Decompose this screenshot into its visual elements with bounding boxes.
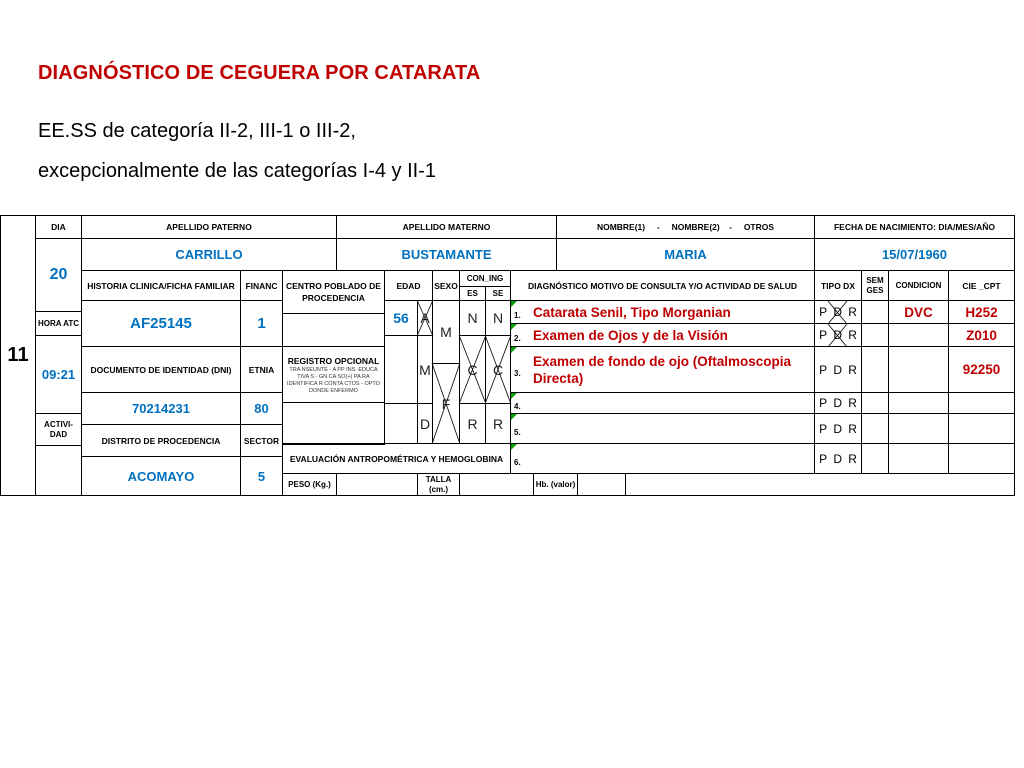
hb-header: Hb. (valor): [533, 473, 578, 496]
page-title: DIAGNÓSTICO DE CEGUERA POR CATARATA: [38, 62, 481, 84]
apellido-paterno-header: APELLIDO PATERNO: [81, 215, 337, 239]
condicion-value-3[interactable]: [888, 346, 949, 393]
row-number-cell: [0, 215, 36, 496]
sem-ges-header: SEM GES: [861, 270, 889, 301]
financ-value[interactable]: 1: [240, 300, 283, 347]
tipo-dx-pdr-1[interactable]: [814, 300, 862, 324]
sector-header: SECTOR: [240, 424, 283, 457]
apellido-materno-value[interactable]: BUSTAMANTE: [336, 238, 557, 271]
distrito-header: DISTRITO DE PROCEDENCIA: [81, 424, 241, 457]
sem-ges-value-3[interactable]: [861, 346, 889, 393]
dia-value[interactable]: 20: [35, 238, 82, 312]
dia-header: DIA: [35, 215, 82, 239]
tipo-dx-d[interactable]: D: [833, 328, 842, 342]
tipo-dx-d[interactable]: D: [833, 305, 842, 319]
edad-unit-d[interactable]: D: [417, 403, 433, 444]
sem-ges-value-6[interactable]: [861, 443, 889, 474]
tipo-dx-pdr-6[interactable]: [814, 443, 862, 474]
cie-cpt-value-1[interactable]: H252: [948, 300, 1015, 324]
es-header: ES: [459, 286, 486, 301]
subtitle-line-2: excepcionalmente de las categorías I-4 y II-1: [38, 160, 436, 182]
nombre-value[interactable]: MARIA: [556, 238, 815, 271]
green-check-marker: [511, 414, 517, 420]
diagnosis-text-1[interactable]: Catarata Senil, Tipo Morganian 1.: [510, 300, 815, 324]
financ-header: FINANC: [240, 270, 283, 301]
edad-value[interactable]: 56: [384, 300, 418, 336]
green-check-marker: [511, 324, 517, 330]
nombres-header: NOMBRE(1) - NOMBRE(2) - OTROS: [556, 215, 815, 239]
condicion-value-5[interactable]: [888, 413, 949, 444]
registro-opcional-header: REGISTRO OPCIONAL: [287, 355, 380, 366]
condicion-value-1[interactable]: DVC: [888, 300, 949, 324]
diagnosis-number: 2.: [514, 334, 521, 343]
se-value-n[interactable]: N: [485, 300, 511, 336]
sem-ges-value-1[interactable]: [861, 300, 889, 324]
tipo-dx-p[interactable]: P: [819, 328, 828, 342]
registro-opcional-value[interactable]: [282, 402, 385, 445]
tipo-dx-pdr-2[interactable]: [814, 323, 862, 347]
centro-poblado-header: CENTRO POBLADO DE PROCEDENCIA: [282, 270, 385, 314]
green-check-marker: [511, 301, 517, 307]
tipo-dx-r[interactable]: R: [848, 421, 857, 436]
tipo-dx-d[interactable]: D: [833, 421, 842, 436]
diagnosis-text-6[interactable]: [510, 443, 815, 474]
fecha-nacimiento-value[interactable]: 15/07/1960: [814, 238, 1015, 271]
es-value-n[interactable]: N: [459, 300, 486, 336]
fecha-nacimiento-header: FECHA DE NACIMIENTO: DIA/MES/AÑO: [814, 215, 1015, 239]
diagnosis-number: 5.: [514, 427, 521, 437]
diagnosis-text-3[interactable]: Examen de fondo de ojo (Oftalmoscopia Directa) 3.: [510, 346, 815, 393]
etnia-value[interactable]: 80: [240, 392, 283, 425]
dni-value[interactable]: 70214231: [81, 392, 241, 425]
diagnosis-number: 3.: [514, 368, 521, 378]
blank-bottom-right: [625, 473, 1015, 496]
tipo-dx-header: TIPO DX: [814, 270, 862, 301]
diagnosis-text-2[interactable]: Examen de Ojos y de la Visión 2.: [510, 323, 815, 347]
diagnosis-number: 4.: [514, 402, 521, 411]
registro-opcional-note: TRA NSEUNTE - A PP INS. EDUCA TIVA S - GN CA SO(+) PA RA IDENTIFICA R CONTA CTOS - OPTO DONDE ENFERMO: [287, 366, 380, 394]
documento-header: DOCUMENTO DE IDENTIDAD (DNI): [81, 346, 241, 393]
edad-box-mid: [384, 335, 418, 404]
row-number: 11: [7, 344, 29, 366]
registro-opcional-box: [282, 346, 385, 403]
sexo-f-cell[interactable]: F: [432, 363, 460, 444]
cie-cpt-header: CIE _CPT: [948, 270, 1015, 301]
hora-atc-header: HORA ATC: [35, 311, 82, 336]
diagnosis-number: 1.: [514, 311, 521, 320]
evaluacion-header: EVALUACIÓN ANTROPOMÉTRICA Y HEMOGLOBINA: [282, 443, 511, 474]
tipo-dx-r[interactable]: R: [848, 362, 857, 377]
green-check-marker: [511, 347, 517, 353]
apellido-materno-header: APELLIDO MATERNO: [336, 215, 557, 239]
se-header: SE: [485, 286, 511, 301]
edad-header: EDAD: [384, 270, 433, 301]
sexo-m-top[interactable]: M: [432, 300, 460, 364]
distrito-value[interactable]: ACOMAYO: [81, 456, 241, 496]
condicion-value-4[interactable]: [888, 392, 949, 414]
green-check-marker: [511, 393, 517, 399]
cie-cpt-value-5[interactable]: [948, 413, 1015, 444]
sector-value[interactable]: 5: [240, 456, 283, 496]
edad-unit-a[interactable]: A: [417, 300, 433, 336]
tipo-dx-d[interactable]: D: [833, 396, 842, 410]
peso-value[interactable]: [336, 473, 418, 496]
tipo-dx-r[interactable]: R: [848, 328, 857, 342]
diagnosis-text-4[interactable]: [510, 392, 815, 414]
tipo-dx-p[interactable]: P: [819, 421, 828, 436]
tipo-dx-d[interactable]: D: [833, 362, 842, 377]
cie-cpt-value-3[interactable]: 92250: [948, 346, 1015, 393]
historia-clinica-header: HISTORIA CLINICA/FICHA FAMILIAR: [81, 270, 241, 301]
cie-cpt-value-4[interactable]: [948, 392, 1015, 414]
tipo-dx-pdr-4[interactable]: [814, 392, 862, 414]
condicion-value-2[interactable]: [888, 323, 949, 347]
hb-value[interactable]: [577, 473, 626, 496]
diagnosis-text-5[interactable]: [510, 413, 815, 444]
sem-ges-value-2[interactable]: [861, 323, 889, 347]
tipo-dx-p[interactable]: P: [819, 451, 828, 466]
talla-value[interactable]: [459, 473, 534, 496]
talla-header: TALLA (cm.): [417, 473, 460, 496]
sem-ges-value-4[interactable]: [861, 392, 889, 414]
green-check-marker: [511, 444, 517, 450]
actividad-value[interactable]: [35, 445, 82, 496]
cie-cpt-value-6[interactable]: [948, 443, 1015, 474]
tipo-dx-p[interactable]: P: [819, 305, 828, 319]
tipo-dx-r[interactable]: R: [848, 305, 857, 319]
tipo-dx-pdr-5[interactable]: [814, 413, 862, 444]
sexo-header: SEXO: [432, 270, 460, 301]
edad-box-low: [384, 403, 418, 444]
tipo-dx-r[interactable]: R: [848, 396, 857, 410]
subtitle-line-1: EE.SS de categoría II-2, III-1 o III-2,: [38, 120, 356, 142]
tipo-dx-r[interactable]: R: [848, 451, 857, 466]
con-ing-header: CON_ING: [459, 270, 511, 287]
es-value-c[interactable]: C: [459, 335, 486, 404]
sem-ges-value-5[interactable]: [861, 413, 889, 444]
tipo-dx-d[interactable]: D: [833, 451, 842, 466]
se-value-r[interactable]: R: [485, 403, 511, 444]
condicion-header: CONDICION: [888, 270, 949, 301]
condicion-value-6[interactable]: [888, 443, 949, 474]
etnia-header: ETNIA: [240, 346, 283, 393]
edad-unit-m[interactable]: M: [417, 335, 433, 404]
tipo-dx-p[interactable]: P: [819, 362, 828, 377]
cie-cpt-value-2[interactable]: Z010: [948, 323, 1015, 347]
apellido-paterno-value[interactable]: CARRILLO: [81, 238, 337, 271]
tipo-dx-p[interactable]: P: [819, 396, 828, 410]
tipo-dx-pdr-3[interactable]: [814, 346, 862, 393]
centro-poblado-value[interactable]: [282, 313, 385, 347]
diagnostico-header: DIAGNÓSTICO MOTIVO DE CONSULTA Y/O ACTIVIDAD DE SALUD: [510, 270, 815, 301]
peso-header: PESO (Kg.): [282, 473, 337, 496]
se-value-c[interactable]: C: [485, 335, 511, 404]
es-value-r[interactable]: R: [459, 403, 486, 444]
historia-clinica-value[interactable]: AF25145: [81, 300, 241, 347]
actividad-header: ACTIVI-DAD: [35, 413, 82, 446]
hora-value[interactable]: 09:21: [35, 335, 82, 414]
diagnosis-number: 6.: [514, 457, 521, 467]
